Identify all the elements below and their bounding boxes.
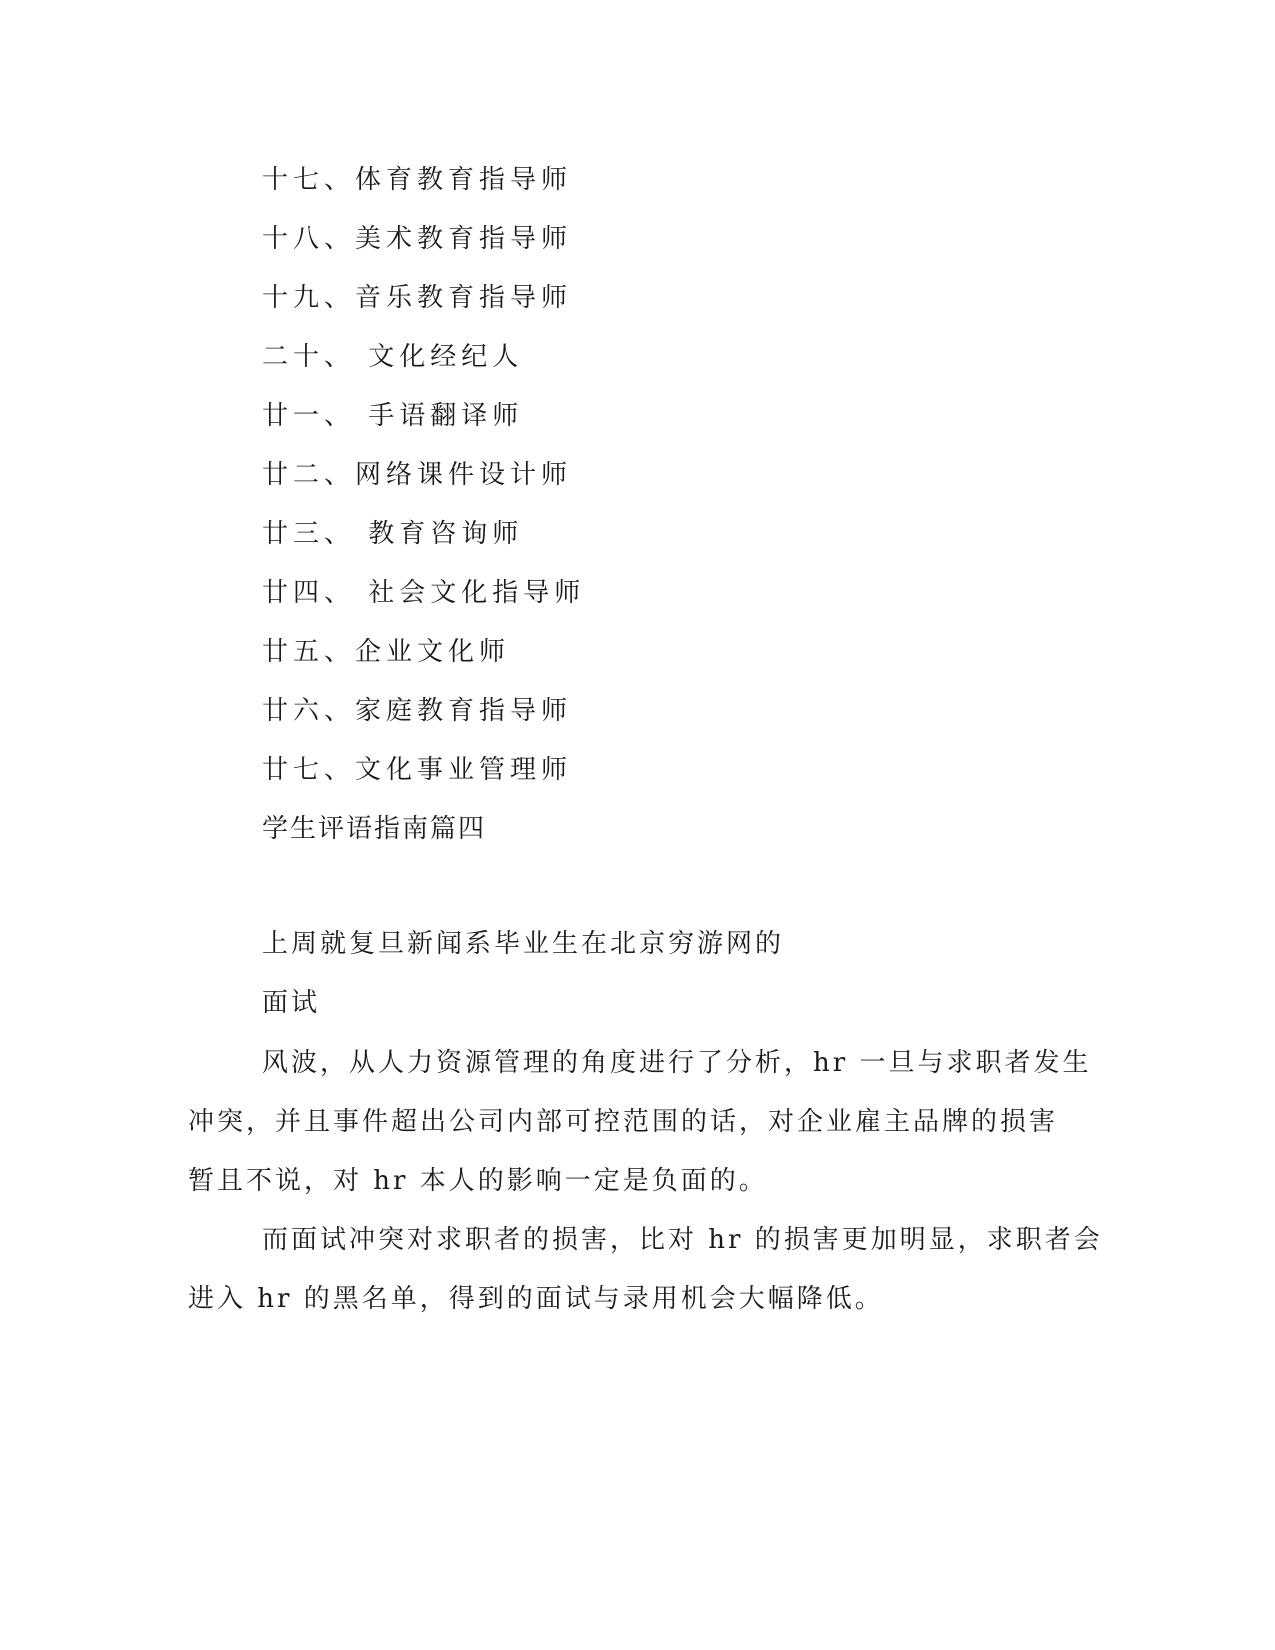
list-item: 十九、音乐教育指导师 bbox=[262, 283, 573, 313]
paragraph-line: 进入 hr 的黑名单，得到的面试与录用机会大幅降低。 bbox=[188, 1284, 884, 1314]
intro-word: 面试 bbox=[262, 988, 321, 1018]
list-item: 廿一、 手语翻译师 bbox=[262, 401, 524, 431]
intro-line: 上周就复旦新闻系毕业生在北京穷游网的 bbox=[262, 929, 785, 959]
paragraph-line: 冲突，并且事件超出公司内部可控范围的话，对企业雇主品牌的损害 bbox=[188, 1107, 1059, 1137]
list-item: 廿七、文化事业管理师 bbox=[262, 755, 573, 785]
paragraph-line: 而面试冲突对求职者的损害，比对 hr 的损害更加明显，求职者会 bbox=[262, 1225, 1103, 1255]
list-item: 十七、体育教育指导师 bbox=[262, 165, 573, 195]
list-item: 二十、 文化经纪人 bbox=[262, 342, 524, 372]
list-item: 廿三、 教育咨询师 bbox=[262, 519, 524, 549]
list-item: 十八、美术教育指导师 bbox=[262, 224, 573, 254]
list-item: 廿二、网络课件设计师 bbox=[262, 460, 573, 490]
list-item: 廿六、家庭教育指导师 bbox=[262, 696, 573, 726]
list-item: 廿四、 社会文化指导师 bbox=[262, 578, 586, 608]
list-item: 廿五、企业文化师 bbox=[262, 637, 511, 667]
paragraph-line: 暂且不说，对 hr 本人的影响一定是负面的。 bbox=[188, 1166, 768, 1196]
section-heading: 学生评语指南篇四 bbox=[262, 814, 487, 844]
paragraph-line: 风波，从人力资源管理的角度进行了分析，hr 一旦与求职者发生 bbox=[262, 1048, 1092, 1078]
